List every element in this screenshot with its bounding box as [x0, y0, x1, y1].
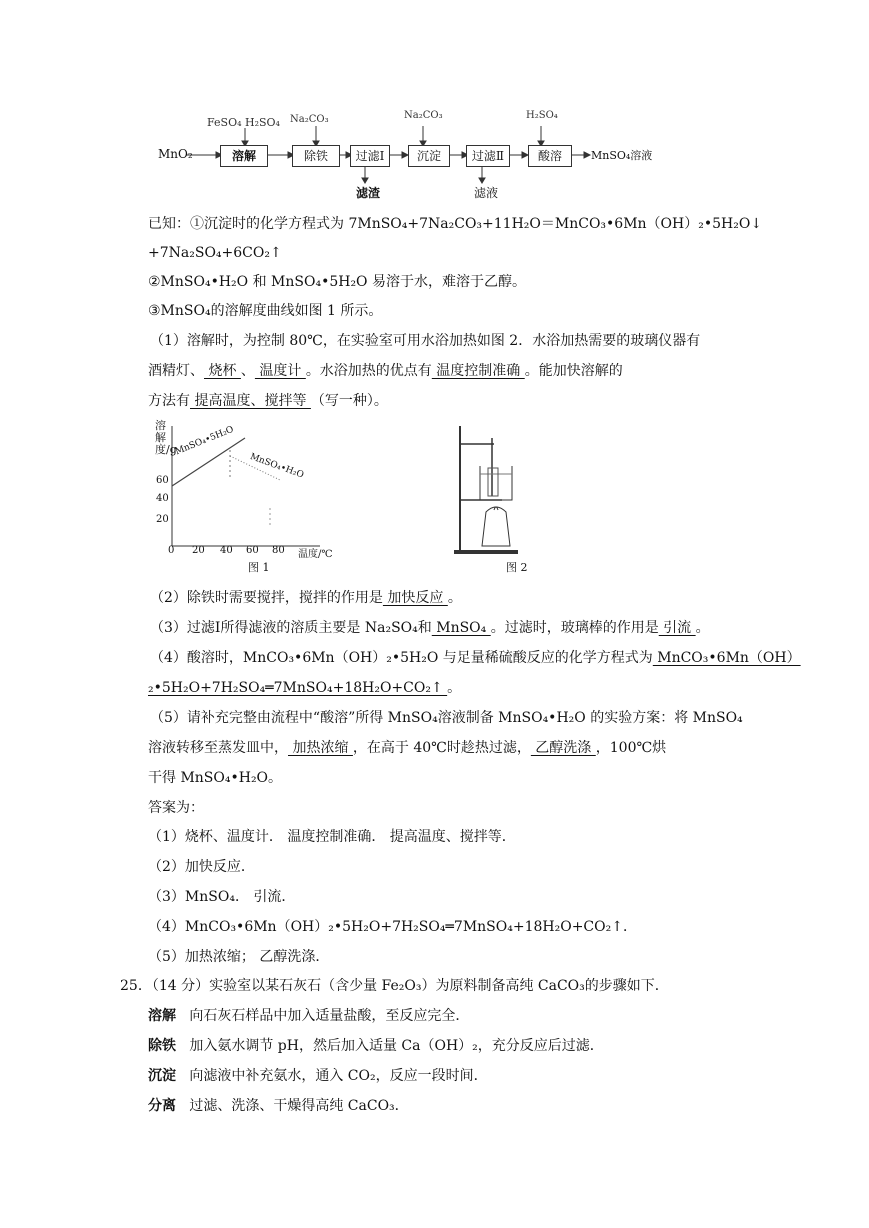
flow-reagent-4: H₂SO₄ — [526, 110, 558, 121]
q1-text: 酒精灯、 — [148, 363, 204, 379]
known-line-3: ②MnSO₄•H₂O 和 MnSO₄•5H₂O 易溶于水，难溶于乙醇。 — [148, 274, 526, 290]
flow-step-precipitate: 沉淀 — [408, 145, 450, 167]
q4-text: 。 — [447, 680, 462, 696]
known-line-1: 已知：①沉淀时的化学方程式为 7MnSO₄+7Na₂CO₃+11H₂O＝MnCO₃•6Mn（OH）₂•5H₂O↓ — [148, 216, 763, 232]
q1-line-3 — [148, 391, 388, 411]
q3-text: 。 — [695, 620, 710, 636]
alcohol-lamp — [482, 507, 510, 546]
q1-answer-method: 提高温度、搅拌等 — [190, 393, 311, 409]
answer-3: （3）MnSO₄． 引流． — [148, 889, 296, 905]
q5-line-3: 干得 MnSO₄•H₂O。 — [148, 770, 283, 786]
flow-reagent-1: FeSO₄ H₂SO₄ — [207, 116, 280, 129]
fig1-series-label-2: MnSO₄•H₂O — [248, 452, 305, 481]
flow-output-filtrate: 滤液 — [474, 186, 499, 200]
q25-step-precipitate — [148, 1066, 488, 1086]
q5-text: 溶液转移至蒸发皿中， — [148, 740, 288, 756]
answers-title: 答案为： — [148, 800, 204, 816]
q25-step-text: 向滤液中补充氨水，通入 CO₂，反应一段时间． — [189, 1068, 488, 1084]
flow-end: MnSO₄溶液 — [591, 149, 653, 162]
q25-step-dissolve — [148, 1006, 469, 1026]
q2-text: 。 — [447, 590, 462, 606]
q25-step-name: 除铁 — [148, 1038, 176, 1054]
q5-text: ，100℃烘 — [595, 740, 667, 756]
q1-text: 。能加快溶解的 — [524, 363, 623, 379]
q3-text: 。过滤时，玻璃棒的作用是 — [490, 620, 659, 636]
stand-base — [454, 550, 518, 554]
answer-4: （4）MnCO₃•6Mn（OH）₂•5H₂O+7H₂SO₄═7MnSO₄+18H₂O+CO₂↑． — [148, 919, 637, 935]
q4-line-2 — [148, 678, 461, 698]
test-tube — [488, 468, 498, 496]
beaker — [480, 466, 512, 500]
q1-answer-beaker: 烧杯 — [204, 363, 241, 379]
q25-heading: 25．（14 分）实验室以某石灰石（含少量 Fe₂O₃）为原料制备高纯 CaCO₃的步骤如下． — [120, 978, 669, 994]
fig1-xtick: 20 — [192, 545, 205, 556]
flow-step-remove-iron: 除铁 — [292, 145, 340, 167]
flow-step-filter-1: 过滤Ⅰ — [350, 145, 390, 167]
flow-reagent-2: Na₂CO₃ — [290, 114, 329, 125]
answer-1: （1）烧杯、温度计． 温度控制准确． 提高温度、搅拌等． — [148, 829, 516, 845]
q1-text: （写一种）。 — [310, 393, 388, 409]
q2-line — [150, 588, 462, 608]
fig1-ytick: 60 — [156, 475, 169, 486]
q1-text: 方法有 — [148, 393, 190, 409]
q5-text: ，在高于 40℃时趁热过滤， — [352, 740, 531, 756]
fig1-xlabel: 温度/℃ — [298, 549, 333, 560]
fig2-caption: 图 2 — [506, 561, 528, 574]
q5-line-2 — [148, 738, 666, 758]
q5-answer-concentrate: 加热浓缩 — [288, 740, 353, 756]
fig1-ylabel: 溶解度/g — [155, 419, 177, 456]
flow-output-residue: 滤渣 — [356, 186, 381, 200]
q25-step-name: 分离 — [148, 1098, 176, 1114]
flow-step-filter-2: 过滤Ⅱ — [466, 145, 510, 167]
q4-text: （4）酸溶时，MnCO₃•6Mn（OH）₂•5H₂O 与足量稀硫酸反应的化学方程式为 — [150, 650, 653, 666]
q4-answer-part-2: ₂•5H₂O+7H₂SO₄═7MnSO₄+18H₂O+CO₂↑ — [148, 680, 448, 696]
q1-answer-advantage: 温度控制准确 — [431, 363, 525, 379]
q25-step-text: 加入氨水调节 pH，然后加入适量 Ca（OH）₂，充分反应后过滤． — [189, 1038, 604, 1054]
figure-2-water-bath — [450, 422, 550, 562]
known-line-4: ③MnSO₄的溶解度曲线如图 1 所示。 — [148, 303, 383, 319]
fig1-xtick: 40 — [220, 545, 233, 556]
fig1-ytick: 40 — [156, 493, 169, 504]
q3-line — [150, 618, 710, 638]
flow-step-acid-dissolve: 酸溶 — [528, 145, 572, 167]
known-line-2: +7Na₂SO₄+6CO₂↑ — [148, 245, 282, 261]
q1-line-2 — [148, 361, 623, 381]
q1-text: 。水浴加热的优点有 — [305, 363, 432, 379]
q25-step-remove-iron — [148, 1036, 604, 1056]
q5-line-1: （5）请补充完整由流程中“酸溶”所得 MnSO₄溶液制备 MnSO₄•H₂O 的实验方案：将 MnSO₄ — [150, 710, 743, 726]
q1-text: 、 — [240, 363, 255, 379]
fig1-xtick: 60 — [246, 545, 259, 556]
answer-5: （5）加热浓缩； 乙醇洗涤． — [148, 949, 330, 965]
flow-step-dissolve: 溶解 — [220, 145, 268, 167]
flow-reagent-3: Na₂CO₃ — [404, 110, 443, 121]
q2-text: （2）除铁时需要搅拌，搅拌的作用是 — [150, 590, 383, 606]
q3-text: （3）过滤Ⅰ所得滤液的溶质主要是 Na₂SO₄和 — [150, 620, 432, 636]
q25-step-name: 沉淀 — [148, 1068, 176, 1084]
q3-answer-solute: MnSO₄ — [431, 620, 491, 636]
fig1-xtick: 0 — [168, 545, 175, 556]
q25-step-name: 溶解 — [148, 1008, 176, 1024]
q5-answer-wash: 乙醇洗涤 — [530, 740, 596, 756]
fig1-caption: 图 1 — [248, 561, 270, 574]
flow-start: MnO₂ — [158, 147, 193, 161]
q25-step-text: 向石灰石样品中加入适量盐酸，至反应完全． — [189, 1008, 470, 1024]
q25-step-separate — [148, 1096, 409, 1116]
fig1-ytick: 20 — [156, 514, 169, 525]
q25-step-text: 过滤、洗涤、干燥得高纯 CaCO₃． — [189, 1098, 409, 1114]
q2-answer: 加快反应 — [382, 590, 448, 606]
q4-line-1 — [150, 648, 801, 668]
fig1-xtick: 80 — [272, 545, 285, 556]
answer-2: （2）加快反应． — [148, 859, 255, 875]
q1-answer-thermometer: 温度计 — [254, 363, 306, 379]
q4-answer-part-1: MnCO₃•6Mn（OH） — [652, 650, 801, 666]
fig1-series-label-1: MnSO₄•5H₂O — [174, 424, 236, 458]
q1-line-1: （1）溶解时，为控制 80℃，在实验室可用水浴加热如图 2．水浴加热需要的玻璃仪器有 — [150, 333, 701, 349]
q3-answer-role: 引流 — [658, 620, 696, 636]
